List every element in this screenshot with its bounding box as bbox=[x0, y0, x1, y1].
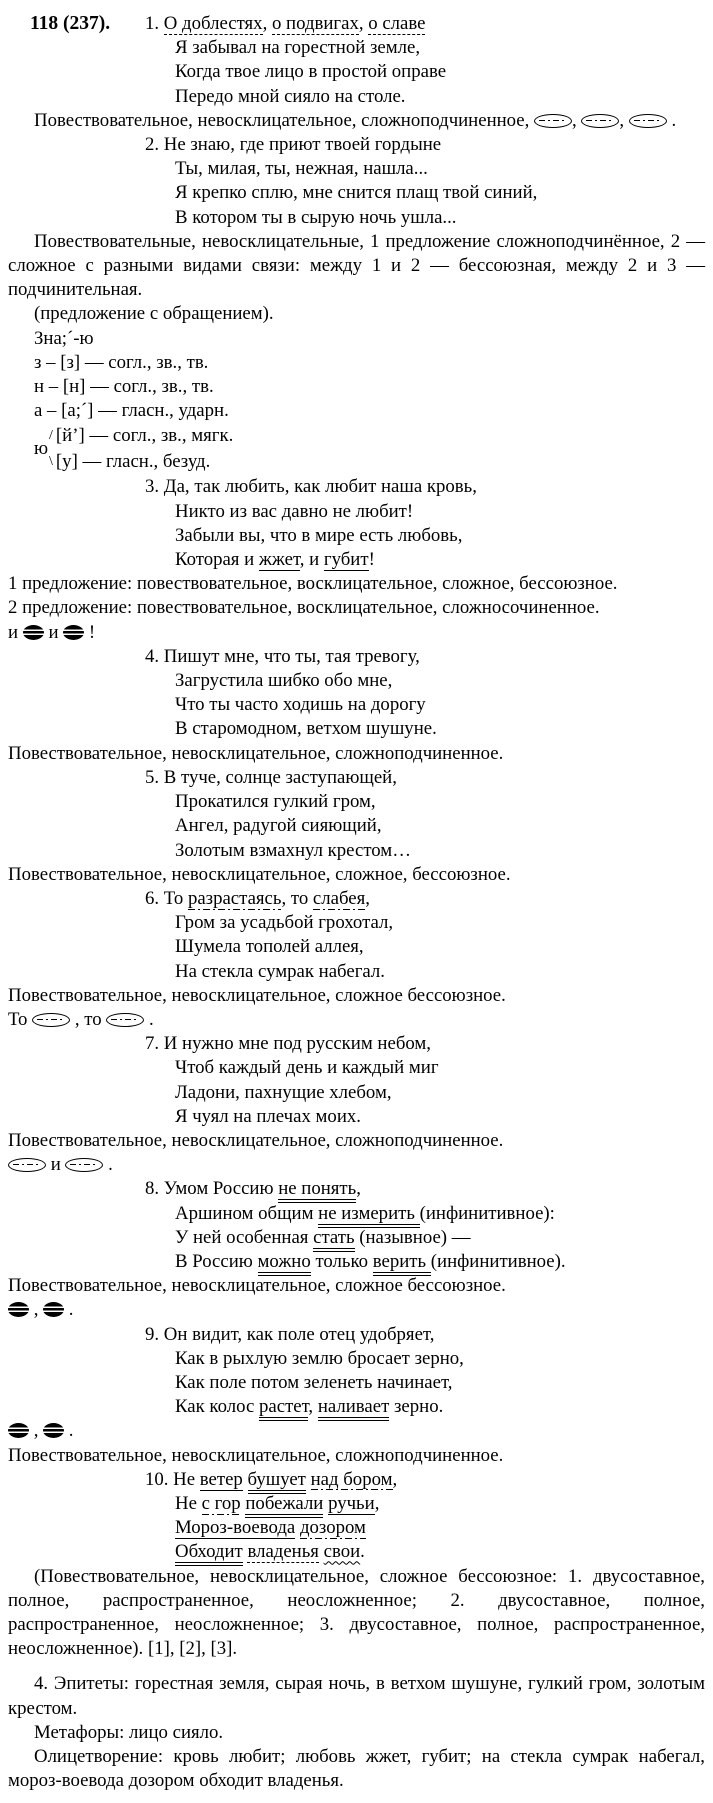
underlined-text: можно bbox=[258, 1251, 311, 1276]
note-address bbox=[8, 302, 705, 326]
epithets-paragraph bbox=[8, 1672, 705, 1720]
text-run: Зна;´-ю bbox=[34, 327, 94, 349]
text-run: , то bbox=[281, 887, 313, 909]
poem-line bbox=[175, 1226, 705, 1250]
scheme-sentence-8 bbox=[8, 1298, 705, 1322]
poem-line bbox=[175, 1105, 705, 1129]
text-run: Как поле потом зеленеть начинает, bbox=[175, 1371, 453, 1393]
text-run: 7. И нужно мне под русским небом, bbox=[145, 1033, 431, 1055]
underlined-text: о славе bbox=[368, 13, 426, 34]
text-run: Прокатился гулкий гром, bbox=[175, 791, 376, 813]
poem-line bbox=[175, 1056, 705, 1080]
text-run: 4. Пишут мне, что ты, тая тревогу, bbox=[145, 645, 420, 667]
underlined-text: ручьи bbox=[328, 1492, 375, 1514]
analysis-sentence-2 bbox=[8, 230, 705, 303]
text-run: Олицетворение: кровь любит; любовь жжет, губит; на стекла сумрак набегал, мороз-воевода дозором обходит владенья. bbox=[8, 1746, 705, 1792]
text-run: Я забывал на горестной земле, bbox=[175, 37, 421, 59]
text-run: Ангел, радугой сияющий, bbox=[175, 815, 382, 837]
underlined-text: дозором bbox=[299, 1517, 366, 1539]
text-run: Аршином общим bbox=[175, 1202, 319, 1224]
text-run: Забыли вы, что в мире есть любовь, bbox=[175, 524, 463, 546]
poem-line bbox=[175, 36, 705, 60]
text-run: ! bbox=[84, 621, 96, 643]
analysis-sentence-8 bbox=[8, 1274, 705, 1298]
homogeneous-adverbial-oval-symbol bbox=[106, 1013, 144, 1027]
text-run: 8. Умом Россию bbox=[145, 1178, 279, 1200]
poem-line bbox=[175, 1395, 705, 1419]
homogeneous-adverbial-oval-symbol bbox=[32, 1013, 70, 1027]
underlined-text: О доблестях bbox=[163, 13, 263, 34]
document-body bbox=[8, 12, 705, 1793]
text-run: 9. Он видит, как поле отец удобряет, bbox=[145, 1323, 435, 1345]
text-run: У ней особенная bbox=[175, 1226, 314, 1248]
phonetic-line: [й’] — согл., зв., мягк. bbox=[55, 425, 234, 447]
poem-5 bbox=[8, 766, 705, 863]
text-run: , bbox=[392, 1468, 398, 1490]
poem-line bbox=[175, 814, 705, 838]
text-run: Передо мной сияло на столе. bbox=[175, 85, 406, 107]
text-run: и bbox=[8, 621, 23, 643]
fork-connector-bottom: \ bbox=[49, 454, 53, 470]
poem-line bbox=[145, 887, 705, 911]
poem-line bbox=[175, 60, 705, 84]
phonetic-line-a bbox=[8, 399, 705, 423]
poem-line bbox=[175, 1540, 705, 1564]
poem-line bbox=[175, 1202, 705, 1226]
text-run: и bbox=[43, 621, 64, 643]
text-run: (предложение с обращением). bbox=[34, 303, 274, 325]
text-run: только bbox=[310, 1250, 373, 1272]
fork-connectors bbox=[49, 429, 53, 469]
underlined-text: не измерить bbox=[318, 1203, 419, 1228]
text-run: Повествовательное, невосклицательное, сложное, бессоюзное. bbox=[8, 863, 511, 885]
text-run: Повествовательное, невосклицательное, сложноподчиненное. bbox=[8, 1444, 504, 1466]
text-run: 2. Не знаю, где приют твоей гордыне bbox=[145, 134, 442, 156]
text-run bbox=[243, 1469, 248, 1490]
homogeneous-adverbial-oval-symbol bbox=[534, 114, 572, 128]
text-run: н – [н] — согл., зв., тв. bbox=[34, 376, 214, 398]
underlined-text: не понять bbox=[278, 1178, 356, 1203]
text-run: , и bbox=[299, 549, 324, 571]
poem-line bbox=[175, 839, 705, 863]
text-run: зерно. bbox=[389, 1396, 444, 1418]
poem-2 bbox=[8, 133, 705, 230]
text-run: 6. То bbox=[145, 887, 188, 909]
homogeneous-adverbial-oval-symbol bbox=[581, 114, 619, 128]
underlined-text: верить bbox=[373, 1251, 431, 1276]
analysis-sentence-1 bbox=[8, 109, 705, 133]
text-run bbox=[306, 1469, 311, 1490]
poem-line bbox=[175, 524, 705, 548]
text-run: Золотым взмахнул крестом… bbox=[175, 839, 411, 861]
underlined-text: о подвигах bbox=[271, 13, 359, 34]
underlined-text: владенья bbox=[247, 1541, 319, 1563]
text-run: . bbox=[64, 1299, 74, 1321]
underlined-text: ветер bbox=[199, 1468, 243, 1490]
phonetic-variants bbox=[56, 423, 233, 475]
underlined-text: растет bbox=[259, 1396, 308, 1421]
scheme-sentence-3 bbox=[8, 621, 705, 645]
analysis-sentence-10 bbox=[8, 1565, 705, 1662]
poem-line bbox=[175, 206, 705, 230]
text-run: 3. Да, так любить, как любит наша кровь, bbox=[145, 476, 477, 498]
underlined-text: Обходит bbox=[175, 1541, 243, 1566]
text-run: . bbox=[103, 1154, 113, 1176]
underlined-text: побежали bbox=[245, 1493, 323, 1518]
text-run: Повествовательное, невосклицательное, сложноподчиненное, bbox=[34, 109, 535, 131]
underlined-text: наливает bbox=[318, 1396, 389, 1421]
text-run: . bbox=[666, 109, 677, 131]
exercise-number: 118 (237). bbox=[30, 13, 111, 34]
text-run: , bbox=[365, 887, 370, 909]
homogeneous-predicate-circle-symbol bbox=[63, 625, 84, 640]
text-run: Ты, милая, ты, нежная, нашла... bbox=[175, 158, 428, 180]
text-run: Никто из вас давно не любит! bbox=[175, 500, 414, 522]
underlined-text: бушует bbox=[248, 1469, 306, 1494]
text-run: 1 предложение: повествовательное, восклицательное, сложное, бессоюзное. bbox=[8, 573, 618, 595]
text-run: (назывное) — bbox=[354, 1226, 471, 1248]
text-run: Я чуял на плечах моих. bbox=[175, 1105, 361, 1127]
poem-line bbox=[175, 1081, 705, 1105]
text-run: . bbox=[360, 1541, 365, 1563]
poem-1 bbox=[8, 12, 705, 109]
text-run: , bbox=[358, 13, 369, 34]
text-run: , bbox=[572, 109, 582, 131]
poem-line bbox=[175, 693, 705, 717]
homogeneous-predicate-circle-symbol bbox=[43, 1423, 64, 1438]
text-run: Когда твое лицо в простой оправе bbox=[175, 61, 447, 83]
analysis-sentence-5 bbox=[8, 863, 705, 887]
text-run: , bbox=[262, 13, 272, 34]
text-run: Повествовательное, невосклицательное, сложное бессоюзное. bbox=[8, 1275, 506, 1297]
poem-line bbox=[175, 181, 705, 205]
text-run: В котором ты в сырую ночь ушла... bbox=[175, 206, 457, 228]
poem-line bbox=[175, 1250, 705, 1274]
poem-4 bbox=[8, 645, 705, 742]
text-run: На стекла сумрак набегал. bbox=[175, 960, 385, 982]
homogeneous-adverbial-oval-symbol bbox=[629, 114, 667, 128]
text-run: Метафоры: лицо сияло. bbox=[34, 1721, 224, 1743]
poem-line bbox=[175, 1347, 705, 1371]
text-run: 4. Эпитеты: горестная земля, сырая ночь, в ветхом шушуне, гулкий гром, золотым крестом. bbox=[8, 1673, 705, 1719]
analysis-sentence-9 bbox=[8, 1444, 705, 1468]
text-run: Повествовательные, невосклицательные, 1 предложение сложноподчинённое, 2 — сложное с разными видами связи: между 1 и 2 — бессоюзная, между 2 и 3 — подчинительная. bbox=[8, 230, 705, 301]
text-run: , bbox=[29, 1420, 44, 1442]
text-run: Что ты часто ходишь на дорогу bbox=[175, 694, 426, 716]
personification-paragraph bbox=[8, 1745, 705, 1793]
poem-8 bbox=[8, 1177, 705, 1274]
metaphors-paragraph bbox=[8, 1721, 705, 1745]
poem-line bbox=[145, 1032, 705, 1056]
poem-line bbox=[175, 935, 705, 959]
underlined-text: жжет bbox=[258, 549, 300, 571]
text-run: , bbox=[29, 1299, 44, 1321]
homogeneous-adverbial-oval-symbol bbox=[8, 1158, 46, 1172]
fork-connector-top: / bbox=[49, 428, 53, 444]
phonetic-word bbox=[8, 327, 705, 351]
poem-line bbox=[145, 475, 705, 499]
underlined-text: губит bbox=[323, 549, 369, 571]
text-run: В старомодном, ветхом шушуне. bbox=[175, 718, 437, 740]
text-run: Как колос bbox=[175, 1396, 260, 1418]
poem-line bbox=[175, 548, 705, 572]
homogeneous-predicate-circle-symbol bbox=[8, 1302, 29, 1317]
text-run: Чтоб каждый день и каждый миг bbox=[175, 1057, 439, 1079]
text-run: Я крепко сплю, мне снится плащ твой синий, bbox=[175, 182, 538, 204]
text-run: Шумела тополей аллея, bbox=[175, 936, 364, 958]
poem-line bbox=[145, 1468, 705, 1492]
text-run: , bbox=[308, 1396, 318, 1418]
poem-line bbox=[175, 911, 705, 935]
underlined-text: разрастаясь bbox=[187, 887, 282, 909]
text-run: (инфинитивное). bbox=[430, 1250, 566, 1272]
poem-line bbox=[145, 645, 705, 669]
text-run: Не bbox=[175, 1492, 202, 1514]
text-run: Повествовательное, невосклицательное, сложноподчиненное. bbox=[8, 1129, 504, 1151]
poem-line bbox=[175, 1516, 705, 1540]
text-run: Ладони, пахнущие хлебом, bbox=[175, 1081, 392, 1103]
text-run: з – [з] — согл., зв., тв. bbox=[34, 351, 209, 373]
text-run: ! bbox=[368, 549, 375, 571]
homogeneous-predicate-circle-symbol bbox=[8, 1423, 29, 1438]
text-run: Повествовательное, невосклицательное, сложное бессоюзное. bbox=[8, 984, 506, 1006]
text-run: Загрустила шибко обо мне, bbox=[175, 670, 393, 692]
scheme-sentence-9 bbox=[8, 1419, 705, 1443]
text-run: . bbox=[64, 1420, 74, 1442]
text-run: Которая и bbox=[175, 549, 259, 571]
poem-line bbox=[175, 1492, 705, 1516]
poem-line bbox=[145, 1323, 705, 1347]
underlined-text: с гор bbox=[201, 1492, 241, 1514]
poem-line bbox=[145, 766, 705, 790]
text-run: В Россию bbox=[175, 1250, 258, 1272]
text-run: Как в рыхлую землю бросает зерно, bbox=[175, 1347, 464, 1369]
text-run: 2 предложение: повествовательное, восклицательное, сложносочиненное. bbox=[8, 597, 600, 619]
text-run: 1. bbox=[145, 13, 164, 34]
underlined-text: слабея bbox=[312, 887, 366, 909]
analysis-sentence-7 bbox=[8, 1129, 705, 1153]
text-run: 10. Не bbox=[145, 1468, 200, 1490]
poem-6 bbox=[8, 887, 705, 984]
phonetic-letter: ю bbox=[34, 438, 49, 460]
poem-10 bbox=[8, 1468, 705, 1565]
text-run: Повествовательное, невосклицательное, сложноподчиненное. bbox=[8, 742, 504, 764]
text-run: , то bbox=[70, 1008, 107, 1030]
poem-line bbox=[175, 1371, 705, 1395]
underlined-text: над бором bbox=[310, 1468, 393, 1490]
poem-line bbox=[175, 669, 705, 693]
poem-line bbox=[175, 500, 705, 524]
poem-7 bbox=[8, 1032, 705, 1129]
poem-9 bbox=[8, 1323, 705, 1420]
text-run: 5. В туче, солнце заступающей, bbox=[145, 766, 397, 788]
scheme-sentence-6 bbox=[8, 1008, 705, 1032]
text-run: , bbox=[619, 109, 629, 131]
text-run: , bbox=[374, 1492, 380, 1514]
poem-line bbox=[175, 157, 705, 181]
poem-line bbox=[175, 85, 705, 109]
analysis-sentence-3b bbox=[8, 596, 705, 620]
underlined-text: Мороз-воевода bbox=[175, 1517, 296, 1539]
poem-line bbox=[145, 12, 705, 36]
homogeneous-predicate-circle-symbol bbox=[23, 625, 44, 640]
text-run: и bbox=[46, 1154, 66, 1176]
underlined-text: свои bbox=[323, 1541, 361, 1563]
phonetic-fork-yu bbox=[34, 423, 705, 475]
analysis-sentence-3a bbox=[8, 572, 705, 596]
phonetic-line: [у] — гласн., безуд. bbox=[55, 451, 211, 473]
homogeneous-predicate-circle-symbol bbox=[43, 1302, 64, 1317]
scheme-sentence-7 bbox=[8, 1153, 705, 1177]
poem-line bbox=[175, 717, 705, 741]
text-run: а – [а;´] — гласн., ударн. bbox=[34, 400, 229, 422]
underlined-text: стать bbox=[313, 1227, 354, 1252]
homogeneous-adverbial-oval-symbol bbox=[65, 1158, 103, 1172]
analysis-sentence-4 bbox=[8, 742, 705, 766]
poem-line bbox=[175, 790, 705, 814]
poem-line bbox=[175, 960, 705, 984]
phonetic-line-z bbox=[8, 351, 705, 375]
poem-line bbox=[145, 133, 705, 157]
analysis-sentence-6 bbox=[8, 984, 705, 1008]
text-run: То bbox=[8, 1008, 33, 1030]
text-run: (Повествовательное, невосклицательное, сложное бессоюзное: 1. двусоставное, полное, распространенное, неосложненное; 2. двусоставное, полное, распространенное, неосложненное; 3. двусоставное, полное, распространенное, неосложненное). [1], [2], [3]. bbox=[8, 1565, 705, 1660]
poem-line bbox=[145, 1177, 705, 1201]
text-run: , bbox=[356, 1178, 361, 1200]
phonetic-line-n bbox=[8, 375, 705, 399]
poem-3 bbox=[8, 475, 705, 572]
text-run: . bbox=[144, 1008, 154, 1030]
text-run: Гром за усадьбой грохотал, bbox=[175, 912, 394, 934]
text-run: (инфинитивное): bbox=[419, 1202, 555, 1224]
